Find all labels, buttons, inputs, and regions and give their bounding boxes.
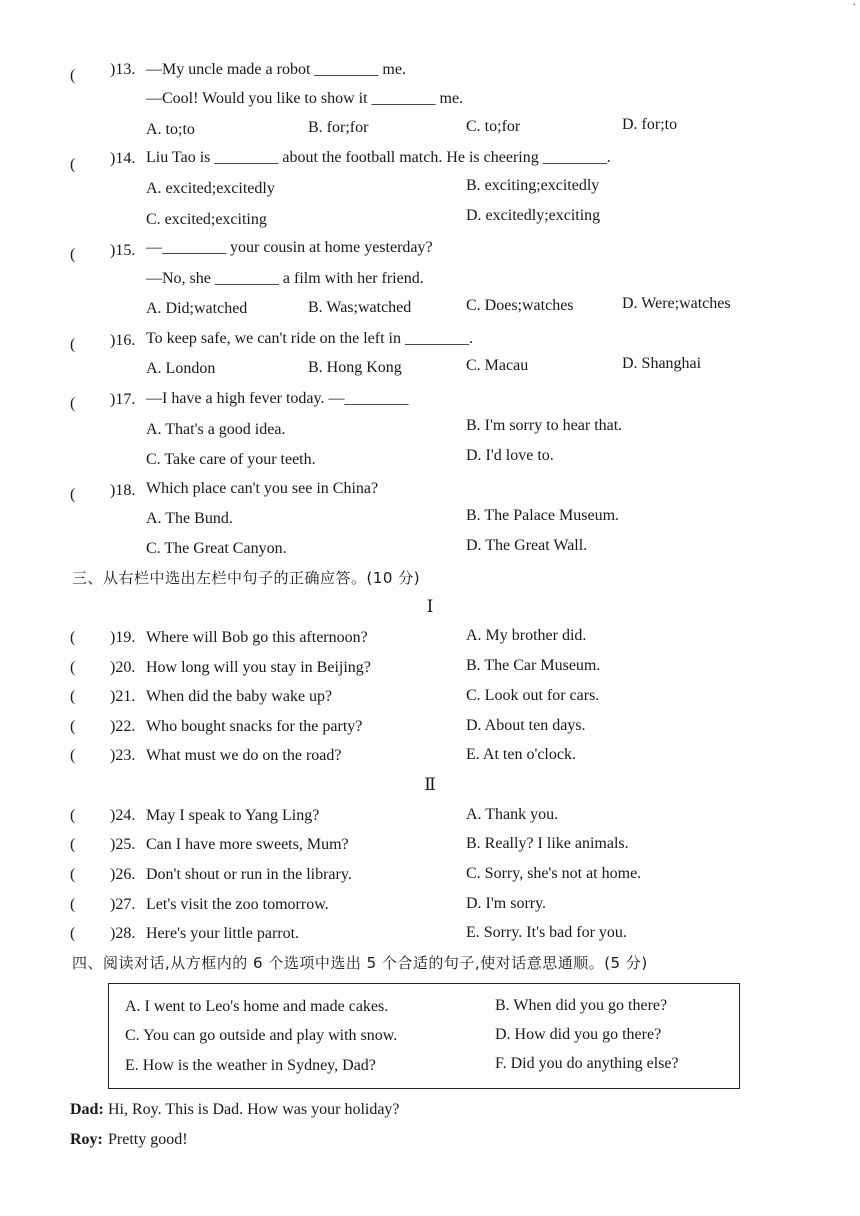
- box-option-d: D. How did you go there?: [495, 1026, 662, 1043]
- left-sentence: Can I have more sweets, Mum?: [146, 836, 349, 853]
- option-a[interactable]: A. That's a good idea.: [146, 421, 286, 438]
- answer-paren[interactable]: (: [70, 336, 76, 353]
- question-number: )15.: [110, 242, 136, 259]
- question-number: )27.: [110, 896, 136, 913]
- box-option-b: B. When did you go there?: [495, 997, 668, 1014]
- section-4-title: 四、阅读对话,从方框内的 6 个选项中选出 5 个合适的句子,使对话意思通顺。(5 分): [72, 954, 648, 972]
- question-stem: —My uncle made a robot ________ me.: [146, 61, 406, 78]
- right-answer: B. Really? I like animals.: [466, 835, 629, 852]
- question-number: )28.: [110, 925, 136, 942]
- answer-paren[interactable]: (: [70, 747, 76, 764]
- answer-paren[interactable]: (: [70, 866, 76, 883]
- option-b[interactable]: B. The Palace Museum.: [466, 507, 620, 524]
- question-number: )25.: [110, 836, 136, 853]
- answer-paren[interactable]: (: [70, 896, 76, 913]
- question-stem: Which place can't you see in China?: [146, 480, 379, 497]
- box-option-e: E. How is the weather in Sydney, Dad?: [125, 1057, 376, 1074]
- answer-paren[interactable]: (: [70, 395, 76, 412]
- question-stem-2: —Cool! Would you like to show it ________ me.: [146, 90, 464, 107]
- box-option-c: C. You can go outside and play with snow.: [125, 1027, 398, 1044]
- question-number: )13.: [110, 61, 136, 78]
- speaker: Dad:: [70, 1101, 104, 1118]
- part-2-label: Ⅱ: [424, 775, 436, 794]
- box-option-f: F. Did you do anything else?: [495, 1055, 679, 1072]
- question-number: )22.: [110, 718, 136, 735]
- question-number: )17.: [110, 391, 136, 408]
- left-sentence: Don't shout or run in the library.: [146, 866, 352, 883]
- left-sentence: Here's your little parrot.: [146, 925, 300, 942]
- question-number: )26.: [110, 866, 136, 883]
- answer-paren[interactable]: (: [70, 718, 76, 735]
- question-number: )24.: [110, 807, 136, 824]
- right-answer: A. My brother did.: [466, 627, 587, 644]
- right-answer: A. Thank you.: [466, 806, 559, 823]
- option-a[interactable]: A. to;to: [146, 121, 195, 138]
- option-d[interactable]: D. The Great Wall.: [466, 537, 588, 554]
- part-1-label: Ⅰ: [426, 597, 434, 616]
- answer-paren[interactable]: (: [70, 156, 76, 173]
- answer-paren[interactable]: (: [70, 925, 76, 942]
- question-number: )16.: [110, 332, 136, 349]
- dialogue-text: Pretty good!: [108, 1131, 188, 1148]
- options-box: [108, 983, 740, 1089]
- answer-paren[interactable]: (: [70, 246, 76, 263]
- answer-paren[interactable]: (: [70, 807, 76, 824]
- answer-paren[interactable]: (: [70, 659, 76, 676]
- option-b[interactable]: B. exciting;excitedly: [466, 177, 600, 194]
- answer-paren[interactable]: (: [70, 836, 76, 853]
- question-stem: —I have a high fever today. —________: [146, 390, 409, 407]
- question-number: )21.: [110, 688, 136, 705]
- left-sentence: Let's visit the zoo tomorrow.: [146, 896, 329, 913]
- right-answer: D. I'm sorry.: [466, 895, 547, 912]
- option-d[interactable]: D. excitedly;exciting: [466, 207, 601, 224]
- option-d[interactable]: D. Shanghai: [622, 355, 702, 372]
- option-c[interactable]: C. excited;exciting: [146, 211, 267, 228]
- option-c[interactable]: C. to;for: [466, 118, 521, 135]
- left-sentence: Where will Bob go this afternoon?: [146, 629, 368, 646]
- answer-paren[interactable]: (: [70, 486, 76, 503]
- option-c[interactable]: C. Take care of your teeth.: [146, 451, 316, 468]
- right-answer: D. About ten days.: [466, 717, 586, 734]
- question-number: )19.: [110, 629, 136, 646]
- box-option-a: A. I went to Leo's home and made cakes.: [125, 998, 389, 1015]
- option-d[interactable]: D. for;to: [622, 116, 678, 133]
- left-sentence: When did the baby wake up?: [146, 688, 333, 705]
- option-d[interactable]: D. I'd love to.: [466, 447, 554, 464]
- question-number: )18.: [110, 482, 136, 499]
- right-answer: E. Sorry. It's bad for you.: [466, 924, 627, 941]
- option-b[interactable]: B. I'm sorry to hear that.: [466, 417, 623, 434]
- option-b[interactable]: B. Hong Kong: [308, 359, 402, 376]
- left-sentence: May I speak to Yang Ling?: [146, 807, 320, 824]
- question-stem: —________ your cousin at home yesterday?: [146, 239, 433, 256]
- answer-paren[interactable]: (: [70, 629, 76, 646]
- right-answer: B. The Car Museum.: [466, 657, 601, 674]
- right-answer: C. Look out for cars.: [466, 687, 600, 704]
- question-stem-2: —No, she ________ a film with her friend.: [146, 270, 424, 287]
- question-number: )20.: [110, 659, 136, 676]
- option-a[interactable]: A. Did;watched: [146, 300, 248, 317]
- answer-paren[interactable]: (: [70, 688, 76, 705]
- speaker: Roy:: [70, 1131, 103, 1148]
- option-b[interactable]: B. for;for: [308, 119, 369, 136]
- option-b[interactable]: B. Was;watched: [308, 299, 412, 316]
- left-sentence: How long will you stay in Beijing?: [146, 659, 371, 676]
- right-answer: E. At ten o'clock.: [466, 746, 576, 763]
- option-d[interactable]: D. Were;watches: [622, 295, 731, 312]
- dialogue-text: Hi, Roy. This is Dad. How was your holiday?: [108, 1101, 400, 1118]
- right-answer: C. Sorry, she's not at home.: [466, 865, 642, 882]
- section-3-title: 三、从右栏中选出左栏中句子的正确应答。(10 分): [72, 569, 421, 587]
- option-a[interactable]: A. The Bund.: [146, 510, 233, 527]
- option-c[interactable]: C. Macau: [466, 357, 529, 374]
- question-stem: To keep safe, we can't ride on the left in ________.: [146, 330, 473, 347]
- question-stem: Liu Tao is ________ about the football match. He is cheering ________.: [146, 149, 611, 166]
- question-number: )14.: [110, 150, 136, 167]
- option-a[interactable]: A. excited;excitedly: [146, 180, 275, 197]
- option-c[interactable]: C. The Great Canyon.: [146, 540, 287, 557]
- answer-paren[interactable]: (: [70, 67, 76, 84]
- left-sentence: What must we do on the road?: [146, 747, 342, 764]
- option-c[interactable]: C. Does;watches: [466, 297, 574, 314]
- corner-mark: ·: [852, 0, 856, 11]
- left-sentence: Who bought snacks for the party?: [146, 718, 363, 735]
- option-a[interactable]: A. London: [146, 360, 216, 377]
- question-number: )23.: [110, 747, 136, 764]
